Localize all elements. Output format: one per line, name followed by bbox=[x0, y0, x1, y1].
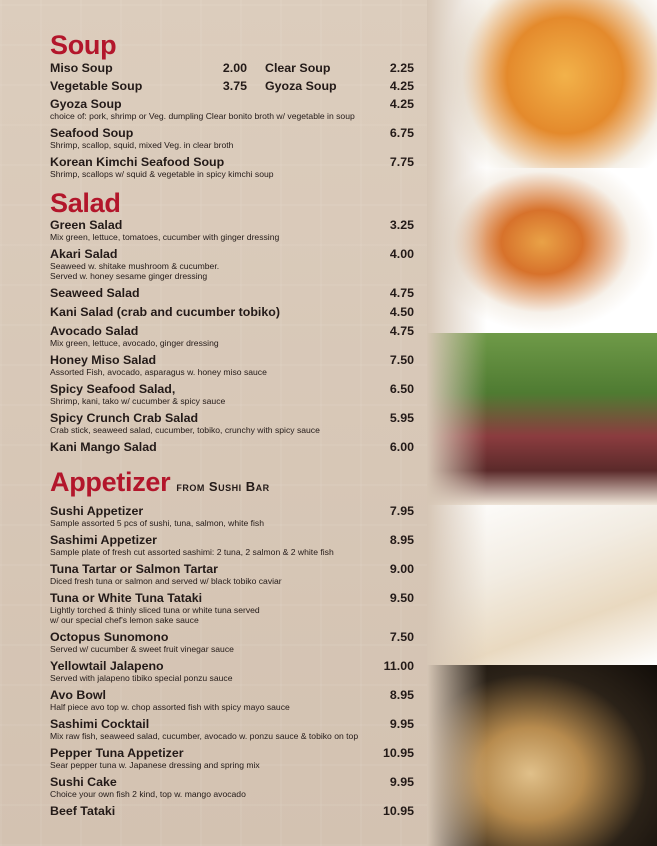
item-desc: Shrimp, scallop, squid, mixed Veg. in clear broth bbox=[50, 140, 234, 150]
menu-item bbox=[50, 775, 414, 799]
item-name: Kani Salad (crab and cucumber tobiko) bbox=[50, 305, 280, 319]
menu-item bbox=[50, 97, 414, 121]
menu-item bbox=[50, 562, 414, 586]
item-name: Honey Miso Salad bbox=[50, 353, 157, 367]
item-price: 7.75 bbox=[389, 155, 414, 169]
item-name: Green Salad bbox=[50, 218, 123, 232]
item-name: Beef Tataki bbox=[50, 804, 116, 818]
item-price: 5.95 bbox=[389, 411, 414, 425]
item-desc: Diced fresh tuna or salmon and served w/ black tobiko caviar bbox=[50, 576, 282, 586]
menu-item bbox=[50, 382, 414, 406]
item-name: Yellowtail Jalapeno bbox=[50, 659, 164, 673]
item-name: Vegetable Soup bbox=[50, 78, 143, 93]
item-desc: w/ our special chef's lemon sake sauce bbox=[50, 615, 199, 625]
item-desc: Choice your own fish 2 kind, top w. mango avocado bbox=[50, 789, 246, 799]
item-desc: Served with jalapeno tibiko special ponzu sauce bbox=[50, 673, 233, 683]
item-desc: Mix raw fish, seaweed salad, cucumber, avocado w. ponzu sauce & tobiko on top bbox=[50, 731, 359, 741]
item-price: 3.75 bbox=[222, 78, 247, 93]
item-name: Sushi Cake bbox=[50, 775, 117, 789]
menu-item bbox=[50, 746, 414, 770]
item-price: 7.95 bbox=[389, 504, 414, 518]
item-price: 10.95 bbox=[382, 746, 414, 760]
appetizer-title bbox=[50, 467, 414, 502]
item-name: Tuna or White Tuna Tataki bbox=[50, 591, 203, 605]
item-desc: Sample plate of fresh cut assorted sashimi: 2 tuna, 2 salmon & 2 white fish bbox=[50, 547, 334, 557]
menu-item bbox=[50, 324, 414, 348]
salad-title: Salad bbox=[50, 188, 121, 218]
item-name: Sashimi Appetizer bbox=[50, 533, 157, 547]
menu-column bbox=[50, 30, 414, 818]
menu-item bbox=[50, 688, 414, 712]
item-desc: Seaweed w. shitake mushroom & cucumber. bbox=[50, 261, 220, 271]
item-price: 2.00 bbox=[222, 61, 247, 75]
item-price: 7.50 bbox=[389, 630, 414, 644]
menu-item bbox=[50, 804, 414, 818]
soup-title: Soup bbox=[50, 30, 117, 60]
item-desc: Crab stick, seaweed salad, cucumber, tobiko, crunchy with spicy sauce bbox=[50, 425, 320, 435]
item-price: 9.95 bbox=[389, 717, 414, 731]
item-desc: Sear pepper tuna w. Japanese dressing and spring mix bbox=[50, 760, 260, 770]
item-desc: Shrimp, scallops w/ squid & vegetable in spicy kimchi soup bbox=[50, 169, 274, 179]
item-name: Avo Bowl bbox=[50, 688, 106, 702]
item-name: Seaweed Salad bbox=[50, 286, 140, 300]
soup-pair-row bbox=[50, 60, 414, 78]
item-desc: Mix green, lettuce, avocado, ginger dressing bbox=[50, 338, 219, 348]
item-name: Seafood Soup bbox=[50, 126, 134, 140]
item-price: 11.00 bbox=[383, 659, 414, 673]
item-price: 6.00 bbox=[389, 440, 414, 454]
appetizer-subtitle: from Sushi Bar bbox=[176, 479, 270, 494]
item-price: 8.95 bbox=[389, 533, 414, 547]
item-price: 6.50 bbox=[389, 382, 414, 396]
menu-item bbox=[50, 305, 414, 319]
item-desc: Served w/ cucumber & sweet fruit vinegar sauce bbox=[50, 644, 234, 654]
item-price: 9.00 bbox=[389, 562, 414, 576]
item-name: Sushi Appetizer bbox=[50, 504, 144, 518]
menu-item bbox=[50, 411, 414, 435]
item-desc: Served w. honey sesame ginger dressing bbox=[50, 271, 208, 281]
item-desc: Lightly torched & thinly sliced tuna or white tuna served bbox=[50, 605, 260, 615]
photo-fade bbox=[427, 0, 487, 846]
item-name: Kani Mango Salad bbox=[50, 440, 157, 454]
item-desc: Assorted Fish, avocado, asparagus w. honey miso sauce bbox=[50, 367, 267, 377]
item-price: 2.25 bbox=[389, 61, 414, 75]
item-name: Akari Salad bbox=[50, 247, 118, 261]
menu-item bbox=[50, 286, 414, 300]
menu-item bbox=[50, 504, 414, 528]
item-name: Octopus Sunomono bbox=[50, 630, 169, 644]
item-desc: Sample assorted 5 pcs of sushi, tuna, salmon, white fish bbox=[50, 518, 264, 528]
appetizer-title-text: Appetizer bbox=[50, 467, 171, 497]
menu-item bbox=[50, 155, 414, 179]
item-price: 3.25 bbox=[389, 218, 414, 232]
item-price: 9.50 bbox=[389, 591, 414, 605]
item-price: 4.75 bbox=[389, 286, 414, 300]
item-price: 10.95 bbox=[382, 804, 414, 818]
item-price: 6.75 bbox=[389, 126, 414, 140]
item-desc: Mix green, lettuce, tomatoes, cucumber with ginger dressing bbox=[50, 232, 280, 242]
photo-column bbox=[427, 0, 657, 846]
item-name: Avocado Salad bbox=[50, 324, 139, 338]
menu-item bbox=[50, 630, 414, 654]
item-name: Pepper Tuna Appetizer bbox=[50, 746, 184, 760]
item-price: 9.95 bbox=[389, 775, 414, 789]
menu-item bbox=[50, 126, 414, 150]
item-desc: Half piece avo top w. chop assorted fish with spicy mayo sauce bbox=[50, 702, 290, 712]
menu-item bbox=[50, 353, 414, 377]
menu-item bbox=[50, 247, 414, 281]
item-name: Gyoza Soup bbox=[50, 97, 122, 111]
item-desc: choice of: pork, shrimp or Veg. dumpling Clear bonito broth w/ vegetable in soup bbox=[50, 111, 355, 121]
menu-item bbox=[50, 717, 414, 741]
soup-pair-row bbox=[50, 78, 414, 96]
item-name: Gyoza Soup bbox=[265, 78, 337, 93]
item-desc: Shrimp, kani, tako w/ cucumber & spicy sauce bbox=[50, 396, 226, 406]
item-price: 4.50 bbox=[389, 305, 414, 319]
menu-item bbox=[50, 659, 414, 683]
item-name: Korean Kimchi Seafood Soup bbox=[50, 155, 225, 169]
menu-item bbox=[50, 440, 414, 454]
item-name: Miso Soup bbox=[50, 61, 113, 75]
item-name: Tuna Tartar or Salmon Tartar bbox=[50, 562, 218, 576]
menu-item bbox=[50, 591, 414, 625]
item-price: 4.75 bbox=[389, 324, 414, 338]
item-price: 4.25 bbox=[389, 97, 414, 111]
item-price: 7.50 bbox=[389, 353, 414, 367]
item-name: Spicy Crunch Crab Salad bbox=[50, 411, 199, 425]
item-price: 4.00 bbox=[389, 247, 414, 261]
menu-item bbox=[50, 218, 414, 242]
item-name: Sashimi Cocktail bbox=[50, 717, 150, 731]
menu-item bbox=[50, 533, 414, 557]
item-name: Spicy Seafood Salad, bbox=[50, 382, 176, 396]
item-price: 8.95 bbox=[389, 688, 414, 702]
item-price: 4.25 bbox=[389, 78, 414, 93]
item-name: Clear Soup bbox=[265, 61, 331, 75]
